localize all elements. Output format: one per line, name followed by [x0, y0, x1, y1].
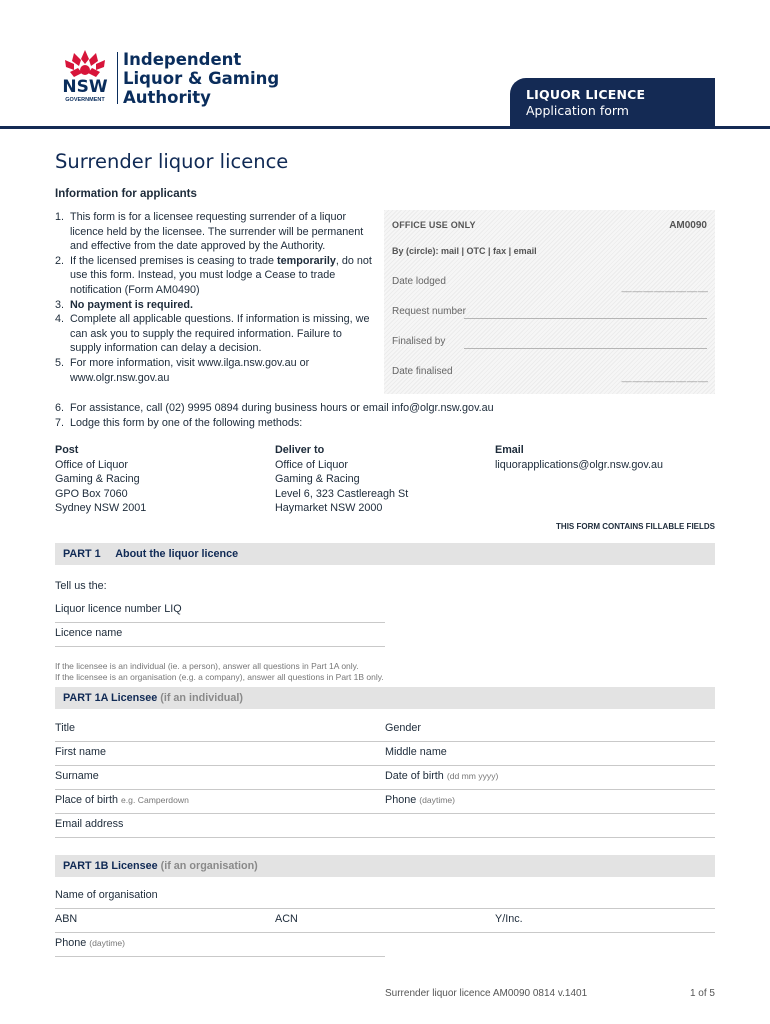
org-phone-label: Phone	[55, 937, 90, 949]
abn-label: ABN	[55, 913, 78, 925]
address-line: Sydney NSW 2001	[55, 502, 147, 515]
email-link[interactable]: liquorapplications@olgr.nsw.gov.au	[495, 458, 664, 471]
phone-hint: (daytime)	[419, 795, 456, 805]
item-emphasis: temporarily	[277, 254, 336, 267]
part1-instructions	[55, 661, 384, 683]
part1-title: PART 1 About the liquor licence	[63, 548, 239, 560]
item-number: 6.	[55, 402, 65, 414]
dob-label: Date of birth	[385, 770, 447, 782]
date-finalised-label: Date finalised	[392, 366, 453, 377]
email-label: Email address	[55, 818, 124, 830]
form-type-banner	[510, 78, 715, 128]
office-use-heading: OFFICE USE ONLY	[392, 220, 476, 230]
banner-title: LIQUOR LICENCE	[526, 87, 646, 102]
part1a-header	[55, 687, 715, 709]
item-number: 4.	[55, 313, 65, 326]
address-line: Gaming & Racing	[55, 473, 140, 486]
first-name-field[interactable]	[55, 746, 385, 766]
gender-label: Gender	[385, 722, 422, 734]
title-field[interactable]	[55, 722, 385, 742]
address-line: Gaming & Racing	[275, 473, 360, 486]
info-list	[55, 210, 375, 385]
office-use-box	[384, 210, 715, 394]
item-text: This form is for a licensee requesting surrender of a liquor licence held by the licensee. The surrender will be permanent and effective from the date approved by the Authority.	[70, 211, 364, 253]
date-lodged-label: Date lodged	[392, 276, 446, 287]
post-title: Post	[55, 444, 79, 456]
lodgement-method: By (circle): mail | OTC | fax | email	[392, 246, 537, 256]
fillable-note: THIS FORM CONTAINS FILLABLE FIELDS	[556, 522, 715, 531]
banner-subtitle: Application form	[526, 103, 629, 118]
item-text: No payment is required.	[70, 298, 193, 311]
authority-line-1: Independent	[123, 50, 242, 69]
address-line: GPO Box 7060	[55, 487, 128, 500]
date-lodged-blanks: __ __ __ __ __ __ __ __	[621, 282, 707, 293]
finalised-by-label: Finalised by	[392, 336, 446, 347]
post-address	[55, 443, 146, 516]
org-phone-field[interactable]	[55, 937, 385, 957]
address-line: Haymarket NSW 2000	[275, 502, 383, 515]
list-item	[55, 298, 375, 313]
acn-field[interactable]	[275, 913, 495, 933]
form-reference: Surrender liquor licence AM0090 0814 v.1401	[385, 988, 588, 999]
item-text: Complete all applicable questions. If information is missing, we can ask you to supply the required information. Failure to supply information can delay a decision.	[70, 313, 370, 355]
pob-hint: e.g. Camperdown	[121, 795, 189, 805]
item-number: 3.	[55, 298, 65, 311]
licence-number-field[interactable]	[55, 603, 385, 623]
nsw-wordmark: NSW	[62, 77, 108, 97]
request-number-label: Request number	[392, 306, 466, 317]
surname-label: Surname	[55, 770, 99, 782]
gender-field[interactable]	[385, 722, 715, 742]
tell-us-label: Tell us the:	[55, 580, 107, 592]
part1a-title	[63, 692, 243, 704]
list-item	[55, 401, 715, 416]
government-label: GOVERNMENT	[65, 97, 105, 103]
address-line: Office of Liquor	[275, 458, 349, 471]
item-text: If the licensed premises is ceasing to trade	[70, 254, 278, 267]
form-code: AM0090	[669, 220, 707, 231]
instruction-line: If the licensee is an organisation (e.g. a company), answer all questions in Part 1B only.	[55, 672, 384, 682]
part1a-title-main: PART 1A Licensee	[63, 692, 161, 704]
acn-label: ACN	[275, 913, 298, 925]
logo-divider	[117, 52, 118, 104]
address-line: Office of Liquor	[55, 458, 129, 471]
org-phone-hint: (daytime)	[89, 938, 126, 948]
authority-line-3: Authority	[123, 88, 211, 107]
item-text: For more information, visit www.ilga.nsw.gov.au or www.olgr.nsw.gov.au	[70, 356, 310, 384]
nsw-logo	[55, 50, 115, 108]
part1b-header	[55, 855, 715, 877]
item-number: 2.	[55, 254, 65, 267]
header-rule	[0, 126, 770, 129]
item-text: , do not use this form. Instead, you must lodge a Cease to trade notification (Form AM0490)	[70, 254, 372, 296]
item-number: 1.	[55, 211, 65, 223]
licence-name-label: Licence name	[55, 627, 123, 639]
yinc-label: Y/Inc.	[495, 913, 523, 925]
dob-hint: (dd mm yyyy)	[446, 771, 499, 781]
list-item	[55, 210, 375, 254]
list-item	[55, 356, 330, 385]
instruction-line: If the licensee is an individual (ie. a person), answer all questions in Part 1A only.	[55, 661, 359, 671]
waratah-icon	[62, 50, 108, 80]
info-list-wide	[55, 401, 715, 430]
page-number: 1 of 5	[689, 988, 715, 999]
list-item	[55, 312, 375, 356]
email-address-block	[495, 443, 663, 472]
phone-label: Phone	[385, 794, 420, 806]
part1a-title-qualifier: (if an individual)	[160, 692, 243, 704]
date-finalised-blanks: __ __ __ __ __ __ __ __	[621, 372, 707, 383]
licence-name-field[interactable]	[55, 627, 385, 647]
item-text: For assistance, call (02) 9995 0894 during business hours or email info@olgr.nsw.gov.au	[70, 402, 494, 414]
finalised-by-line	[464, 348, 707, 349]
part1b-title-main: PART 1B Licensee	[63, 860, 161, 872]
title-label: Title	[55, 722, 75, 734]
part1b-title-qualifier: (if an organisation)	[160, 860, 258, 872]
item-text: Lodge this form by one of the following methods:	[70, 416, 303, 429]
org-name-label: Name of organisation	[55, 889, 158, 901]
phone-field[interactable]	[385, 794, 715, 814]
item-number: 5.	[55, 356, 65, 369]
request-number-line	[464, 318, 707, 319]
yinc-field[interactable]	[495, 913, 715, 933]
list-item	[55, 416, 715, 431]
list-item	[55, 254, 375, 298]
item-number: 7.	[55, 416, 65, 429]
email-title: Email	[495, 444, 524, 456]
info-heading: Information for applicants	[55, 188, 197, 200]
abn-field[interactable]	[55, 913, 275, 933]
part1-header	[55, 543, 715, 565]
surname-field[interactable]	[55, 770, 385, 790]
place-of-birth-field[interactable]	[55, 794, 385, 814]
deliver-address	[275, 443, 408, 516]
email-address-field[interactable]	[55, 818, 715, 838]
middle-name-field[interactable]	[385, 746, 715, 766]
middle-name-label: Middle name	[385, 746, 447, 758]
first-name-label: First name	[55, 746, 106, 758]
organisation-name-field[interactable]	[55, 889, 715, 909]
page-title: Surrender liquor licence	[55, 150, 289, 173]
part1b-title	[63, 860, 258, 872]
date-of-birth-field[interactable]	[385, 770, 715, 790]
address-line: Level 6, 323 Castlereagh St	[275, 487, 409, 500]
licence-number-label: Liquor licence number LIQ	[55, 603, 182, 615]
deliver-title: Deliver to	[275, 444, 325, 456]
authority-line-2: Liquor & Gaming	[123, 69, 280, 88]
authority-name	[123, 50, 279, 107]
pob-label: Place of birth	[55, 794, 122, 806]
